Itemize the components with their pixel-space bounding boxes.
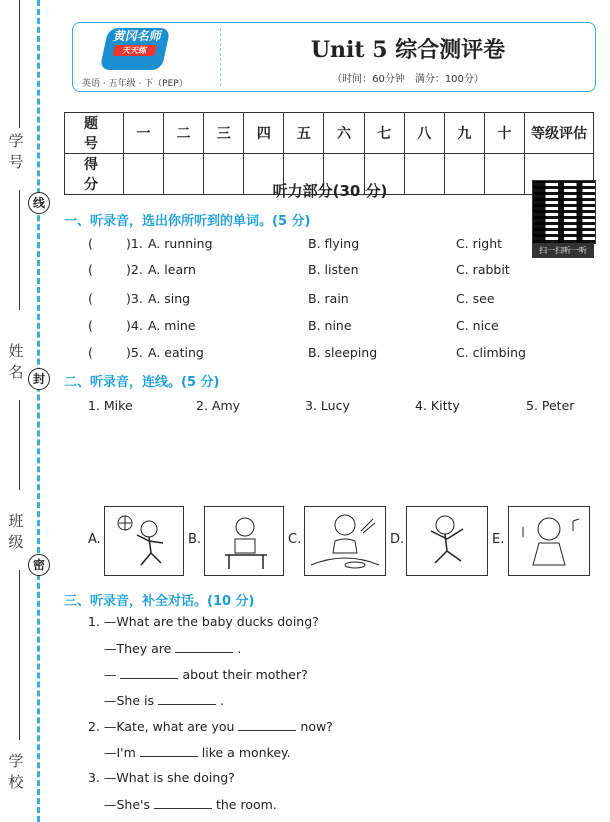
seal-mi: 密 <box>28 554 50 576</box>
dialogue-line: 1. —What are the baby ducks doing? <box>88 614 319 629</box>
dialogue-text: the room. <box>215 797 277 812</box>
dialogue-text: like a monkey. <box>201 745 291 760</box>
table-cell: 八 <box>404 113 444 154</box>
score-table-header-row <box>65 113 594 154</box>
section-1-title: 一、听录音，选出你所听到的单词。(5 分) <box>64 214 311 229</box>
girl-singing-icon <box>509 507 589 575</box>
subject-label: 英语 · 五年级 · 下（PEP） <box>82 79 188 89</box>
question-number: )2. <box>126 262 143 277</box>
logo-main-text: 黄冈名师 <box>112 29 164 43</box>
seal-xian: 线 <box>28 192 50 214</box>
option-b: B. listen <box>308 262 359 277</box>
margin-line <box>19 570 20 740</box>
part-title: 听力部分(30 分) <box>272 182 388 200</box>
table-cell: 七 <box>364 113 404 154</box>
qr-code-icon[interactable] <box>532 180 596 244</box>
picture-c-eating[interactable] <box>304 506 386 576</box>
dialogue-text: now? <box>300 719 333 734</box>
option-a: A. sing <box>148 291 191 306</box>
cut-line <box>37 0 40 822</box>
exam-info: （时间：60分钟 满分：100分） <box>332 74 484 85</box>
margin-line <box>19 0 20 128</box>
margin-line <box>19 400 20 490</box>
question-number: )5. <box>126 345 143 360</box>
question-number: )4. <box>126 318 143 333</box>
boy-jumping-icon <box>407 507 487 575</box>
dialogue-text: about their mother? <box>182 667 308 682</box>
picture-label: C. <box>288 532 302 547</box>
answer-paren[interactable]: ( <box>88 291 93 306</box>
picture-label: E. <box>492 532 505 547</box>
margin-label-name: 姓 名 <box>8 342 39 381</box>
table-cell: 一 <box>124 113 164 154</box>
dialogue-line: 3. —What is she doing? <box>88 770 235 785</box>
margin-label-school: 学 校 <box>8 752 39 791</box>
dialogue-text: — <box>104 667 117 682</box>
table-cell: 五 <box>284 113 324 154</box>
option-a: A. running <box>148 236 213 251</box>
dialogue-line <box>104 744 291 760</box>
picture-label: D. <box>390 532 405 547</box>
margin-line <box>19 190 20 310</box>
picture-label: B. <box>188 532 202 547</box>
table-cell: 三 <box>204 113 244 154</box>
margin-label-class: 班 级 <box>8 512 39 551</box>
dialogue-text: —She is <box>104 693 155 708</box>
score-cell[interactable] <box>164 154 204 195</box>
table-cell: 得 分 <box>65 154 124 195</box>
table-cell: 九 <box>444 113 484 154</box>
table-cell: 题 号 <box>65 113 124 154</box>
answer-paren[interactable]: ( <box>88 345 93 360</box>
question-number: )1. <box>126 236 143 251</box>
picture-a-football[interactable] <box>104 506 184 576</box>
dialogue-line <box>104 666 308 682</box>
match-name[interactable]: 3. Lucy <box>305 398 350 413</box>
header-divider <box>220 28 221 86</box>
option-b: B. rain <box>308 291 349 306</box>
option-b: B. flying <box>308 236 360 251</box>
qr-caption: 扫一扫听一听 <box>532 244 594 258</box>
option-a: A. learn <box>148 262 196 277</box>
dialogue-line <box>104 640 241 656</box>
table-cell: 六 <box>324 113 364 154</box>
table-cell: 十 <box>484 113 524 154</box>
answer-paren[interactable]: ( <box>88 318 93 333</box>
answer-blank[interactable] <box>158 692 216 705</box>
dialogue-text: 2. —Kate, what are you <box>88 719 235 734</box>
section-2-title: 二、听录音，连线。(5 分) <box>64 375 220 390</box>
answer-blank[interactable] <box>140 744 198 757</box>
answer-paren[interactable]: ( <box>88 262 93 277</box>
section-3-title: 三、听录音，补全对话。(10 分) <box>64 594 255 609</box>
girl-reading-icon <box>205 507 283 575</box>
option-c: C. climbing <box>456 345 526 360</box>
dialogue-text: —She's <box>104 797 150 812</box>
logo-sub-text: 天天练 <box>113 45 157 56</box>
option-c: C. see <box>456 291 495 306</box>
dialogue-line <box>88 718 333 734</box>
picture-b-reading[interactable] <box>204 506 284 576</box>
dialogue-text: . <box>219 693 224 708</box>
option-c: C. rabbit <box>456 262 510 277</box>
answer-blank[interactable] <box>154 796 212 809</box>
dialogue-line <box>104 692 224 708</box>
score-cell[interactable] <box>124 154 164 195</box>
answer-blank[interactable] <box>175 640 233 653</box>
dialogue-text: —They are <box>104 641 172 656</box>
brand-logo <box>100 28 171 70</box>
table-cell: 二 <box>164 113 204 154</box>
option-a: A. eating <box>148 345 204 360</box>
dialogue-text: . <box>237 641 242 656</box>
page-title: Unit 5 综合测评卷 <box>310 37 506 63</box>
option-c: C. right <box>456 236 503 251</box>
picture-e-singing[interactable] <box>508 506 590 576</box>
match-name[interactable]: 1. Mike <box>88 398 133 413</box>
answer-paren[interactable]: ( <box>88 236 93 251</box>
picture-label: A. <box>88 532 101 547</box>
answer-blank[interactable] <box>238 718 296 731</box>
score-cell[interactable] <box>484 154 524 195</box>
girl-eating-icon <box>305 507 385 575</box>
answer-blank[interactable] <box>120 666 178 679</box>
match-name[interactable]: 2. Amy <box>196 398 241 413</box>
option-a: A. mine <box>148 318 196 333</box>
option-b: B. sleeping <box>308 345 378 360</box>
table-cell: 等级评估 <box>525 113 594 154</box>
match-name[interactable]: 4. Kitty <box>415 398 460 413</box>
match-name[interactable]: 5. Peter <box>526 398 575 413</box>
option-c: C. nice <box>456 318 499 333</box>
table-cell: 四 <box>244 113 284 154</box>
dialogue-line <box>104 796 277 812</box>
dialogue-text: —I'm <box>104 745 136 760</box>
picture-d-jumping[interactable] <box>406 506 488 576</box>
question-number: )3. <box>126 291 143 306</box>
seal-feng: 封 <box>28 368 50 390</box>
boy-kicking-ball-icon <box>105 507 183 575</box>
option-b: B. nine <box>308 318 352 333</box>
margin-label-student-no: 学 号 <box>8 132 39 171</box>
